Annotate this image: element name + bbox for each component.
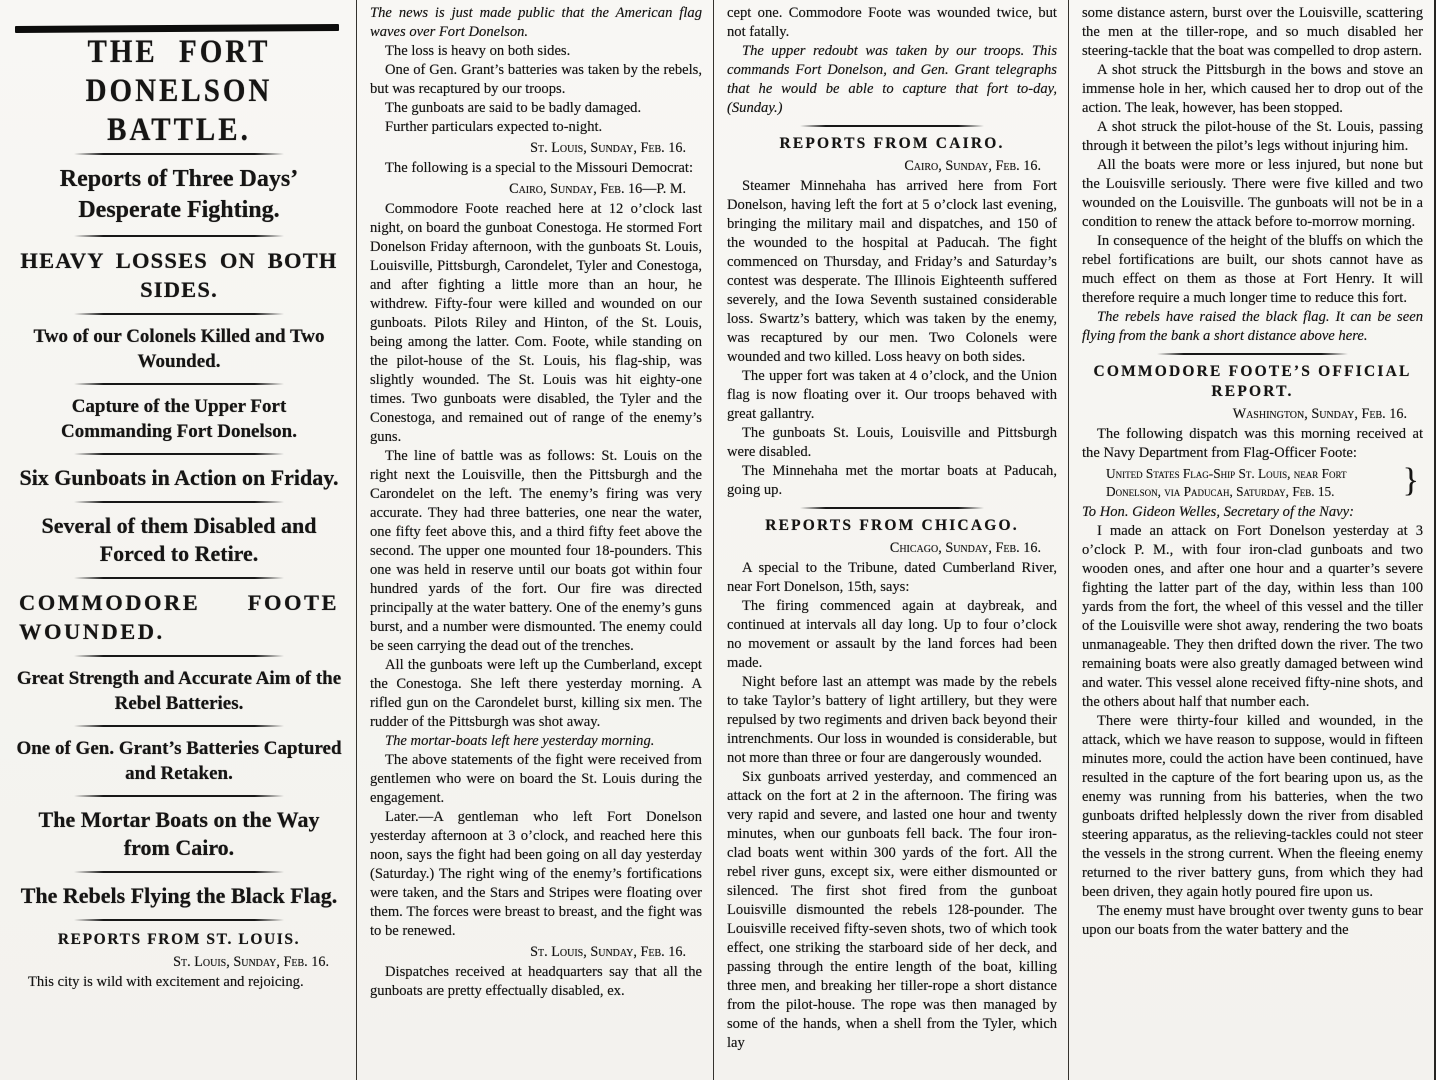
paragraph: This city is wild with excitement and rejoicing.	[28, 974, 304, 990]
paragraph: The upper fort was taken at 4 o’clock, and the Union flag is now floating over it. Our troops behaved with great gallantry.	[727, 368, 1057, 422]
dateline: Cairo, Sunday, Feb. 16.	[904, 158, 1041, 174]
dateline: Chicago, Sunday, Feb. 16.	[889, 540, 1041, 556]
paragraph: In consequence of the height of the bluffs on which the rebel fortifications are built, our shots cannot have as much effect on them as those at Fort Henry. It will therefore require a much longer time to reduce this fort.	[1082, 233, 1423, 306]
separator-rule	[74, 235, 283, 237]
separator-rule	[74, 313, 283, 315]
headline: COMMODORE FOOTE WOUNDED.	[19, 590, 339, 644]
paragraph: The following is a special to the Missouri Democrat:	[385, 160, 694, 176]
headline: Reports of Three Days’ Desperate Fighting.	[59, 166, 299, 223]
section-heading: REPORTS FROM ST. LOUIS.	[57, 931, 301, 948]
paragraph: The news is just made public that the American flag waves over Fort Donelson.	[370, 5, 702, 40]
paragraph: All the boats were more or less injured, but none but the Louisville seriously. There were five killed and two wounded on the Louisville. The gunboats will not be in a condition to renew the attack before to-morrow morning.	[1082, 157, 1423, 230]
separator-rule	[74, 383, 283, 385]
separator-rule	[74, 153, 283, 155]
paragraph: Later.—A gentleman who left Fort Donelson yesterday afternoon at 3 o’clock, and reached here this noon, says the fight had been going on all day yesterday (Saturday.) The right wing of the enemy’s fortifications were taken, and the Stars and Stripes were floating over them. The forces were breast to breast, and the fight was to be renewed.	[370, 809, 702, 939]
separator-rule	[74, 501, 283, 503]
paragraph: The loss is heavy on both sides.	[385, 43, 571, 59]
paragraph: The firing commenced again at daybreak, and continued at intervals all day long. Up to four o’clock no movement or assault by the land forces had been made.	[727, 598, 1057, 671]
separator-rule	[800, 125, 985, 127]
section-heading: COMMODORE FOOTE’S OFFICIAL REPORT.	[1093, 363, 1412, 400]
headline: THE FORT DONELSON BATTLE.	[85, 33, 273, 149]
headline: Two of our Colonels Killed and Two Wounded.	[33, 326, 325, 372]
masthead-rule	[15, 24, 339, 33]
paragraph: The mortar-boats left here yesterday morning.	[385, 733, 655, 749]
headline: The Rebels Flying the Black Flag.	[20, 883, 338, 908]
paragraph: The gunboats are said to be badly damaged.	[385, 100, 642, 116]
paragraph: A shot struck the Pittsburgh in the bows and stove an immense hole in her, which caused her to drop out of the action. The leak, however, has been stopped.	[1082, 62, 1423, 116]
headline: One of Gen. Grant’s Batteries Captured and Retaken.	[16, 738, 342, 784]
paragraph: Six gunboats arrived yesterday, and commenced an attack on the fort at 2 in the afternoon. The firing was very rapid and severe, and lasted one hour and twenty minutes, when our gunboats fell back. The four iron-clad boats went within 300 yards of the fort. All the rebel river guns, except six, were either dismounted or silenced. The first shot fired from the gunboat Louisville dismounted the rebels 128-pounder. The Louisville received fifty-seven shots, two of which took effect, one striking the starboard side of her deck, and passing through the entire length of the boat, killing three men, and breaking her tiller-rope a short distance from the pilot-house. The rope was then managed by some of the hands, when a shell from the Tyler, which lay	[727, 769, 1057, 1051]
paragraph: All the gunboats were left up the Cumberland, except the Conestoga. She left there yesterday morning. A rifled gun on the Carondelet burst, killing six men. The rudder of the Pittsburgh was shot away.	[370, 657, 702, 730]
headline: Capture of the Upper Fort Commanding Fort Donelson.	[61, 396, 297, 442]
paragraph: A shot struck the pilot-house of the St. Louis, passing through it between the pilot’s legs without injuring him.	[1082, 119, 1423, 154]
paragraph: The rebels have raised the black flag. It can be seen flying from the bank a short distance above here.	[1082, 309, 1423, 344]
separator-rule	[74, 725, 283, 727]
article-column-3	[713, 0, 1068, 1080]
paragraph: Dispatches received at headquarters say that all the gunboats are pretty effectually disabled, ex.	[370, 964, 702, 999]
paragraph: The enemy must have brought over twenty guns to bear upon our boats from the water battery and the	[1082, 903, 1423, 938]
separator-rule	[74, 453, 283, 455]
separator-rule	[1157, 353, 1348, 355]
headline: Great Strength and Accurate Aim of the Rebel Batteries.	[16, 668, 342, 714]
paragraph: To Hon. Gideon Welles, Secretary of the Navy:	[1082, 504, 1354, 520]
paragraph: I made an attack on Fort Donelson yesterday at 3 o’clock P. M., with four iron-clad gunboats and two wooden ones, and after one hour and a quarter’s severe fighting the latter part of the day, within less than 100 yards from the fort, the wheel of this vessel and the tiller of the Louisville were shot away, rendering the two boats unmanageable. They then drifted down the river. The two remaining boats were also greatly damaged between wind and water. This vessel alone received fifty-nine shots, and the others about half that number each.	[1082, 523, 1423, 710]
paragraph: Steamer Minnehaha has arrived here from Fort Donelson, having left the fort at 5 o’clock last evening, bringing the military mail and dispatches, and 150 of the wounded to the hospital at Paducah. The fight commenced on Thursday, and Friday’s and Saturday’s contest was desperate. The Illinois Eighteenth suffered severely, and the Iowa Seventh sustained considerable loss. Swartz’s battery, which was taken by the enemy, was recaptured by our men. Two Colonels were wounded and two killed. Loss heavy on both sides.	[727, 178, 1057, 365]
dateline: Washington, Sunday, Feb. 16.	[1232, 406, 1407, 422]
separator-rule	[74, 795, 283, 797]
paragraph: Further particulars expected to-night.	[385, 119, 603, 135]
article-column-2	[356, 0, 713, 1080]
section-heading: REPORTS FROM CHICAGO.	[765, 517, 1019, 534]
headline-column	[0, 0, 356, 1080]
separator-rule	[74, 655, 283, 657]
article-column-4	[1068, 0, 1436, 1080]
paragraph: A special to the Tribune, dated Cumberland River, near Fort Donelson, 15th, says:	[727, 560, 1057, 595]
dateline: St. Louis, Sunday, Feb. 16.	[530, 944, 686, 960]
paragraph: cept one. Commodore Foote was wounded twice, but not fatally.	[727, 5, 1057, 40]
headline: HEAVY LOSSES ON BOTH SIDES.	[20, 248, 338, 302]
paragraph: Night before last an attempt was made by the rebels to take Taylor’s battery of light artillery, but they were repulsed by two regiments and driven back beyond their intrenchments. Our loss in wounded is considerable, but not more than three or four are dangerously wounded.	[727, 674, 1057, 766]
paragraph: Commodore Foote reached here at 12 o’clock last night, on board the gunboat Conestoga. He stormed Fort Donelson Friday afternoon, with the gunboats St. Louis, Louisville, Pittsburgh, Carondelet, Tyler and Conestoga, and after fighting a little more than an hour, he withdrew. Fifty-four were killed and wounded on our gunboats. Pilots Riley and Hinton, of the St. Louis, being among the latter. Com. Foote, while standing on the pilot-house of the St. Louis, his flag-ship, was slightly wounded. The St. Louis was hit eighty-one times. Two gunboats were disabled, the Tyler and the Conestoga, and remained out of range of the enemy’s guns.	[370, 201, 702, 445]
paragraph: The above statements of the fight were received from gentlemen who were on board the St. Louis during the engagement.	[370, 752, 702, 806]
headline: The Mortar Boats on the Way from Cairo.	[38, 807, 320, 860]
paragraph: The gunboats St. Louis, Louisville and Pittsburgh were disabled.	[727, 425, 1057, 460]
paragraph: some distance astern, burst over the Louisville, scattering the men at the tiller-rope, and so much disabled her steering-tackle that the boat was compelled to drop astern.	[1082, 5, 1423, 59]
dateline: Cairo, Sunday, Feb. 16—P. M.	[509, 181, 686, 197]
separator-rule	[74, 871, 283, 873]
paragraph: The Minnehaha met the mortar boats at Paducah, going up.	[727, 463, 1057, 498]
paragraph: The upper redoubt was taken by our troops. This commands Fort Donelson, and Gen. Grant telegraphs that he would be able to capture that fort to-day, (Sunday.)	[727, 43, 1057, 116]
dateline: St. Louis, Sunday, Feb. 16.	[530, 140, 686, 156]
section-heading: REPORTS FROM CAIRO.	[779, 135, 1005, 152]
headline: Several of them Disabled and Forced to Retire.	[41, 513, 317, 566]
separator-rule	[74, 577, 283, 579]
address-line: United States Flag-Ship St. Louis, near Fort Donelson, via Paducah, Saturday, Feb. 15. }	[1082, 465, 1423, 501]
paragraph: The following dispatch was this morning received at the Navy Department from Flag-Officer Foote:	[1082, 426, 1423, 461]
separator-rule	[74, 919, 283, 921]
paragraph: The line of battle was as follows: St. Louis on the right next the Louisville, then the Pittsburgh and the Carondelet on the left. The enemy’s firing was very accurate. They had three batteries, one near the water, one fifty feet above this, and a third fifty feet above the second. The upper one mounted four 18-pounders. This one was held in reserve until our boats got within four hundred yards of the fort. Our fire was directed principally at the water battery. One of the enemy’s guns burst, and a number were dismounted. The enemy could be seen carrying the dead out of the trenches.	[370, 448, 702, 654]
dateline: St. Louis, Sunday, Feb. 16.	[173, 954, 329, 970]
separator-rule	[800, 507, 985, 509]
paragraph: There were thirty-four killed and wounded, in the attack, which we have reason to suppose, would in fifteen minutes more, could the action have been continued, have resulted in the capture of the fort bearing upon us, as the enemy was running from his batteries, when the two gunboats drifted helplessly down the river from disabled steering apparatus, as the relieving-tackles could not steer the vessels in the strong current. When the fleeing enemy returned to the river battery guns, from which they had been driven, they again hotly poured fire upon us.	[1082, 713, 1423, 900]
headline: Six Gunboats in Action on Friday.	[19, 465, 339, 490]
paragraph: One of Gen. Grant’s batteries was taken by the rebels, but was recaptured by our troops.	[370, 62, 702, 97]
